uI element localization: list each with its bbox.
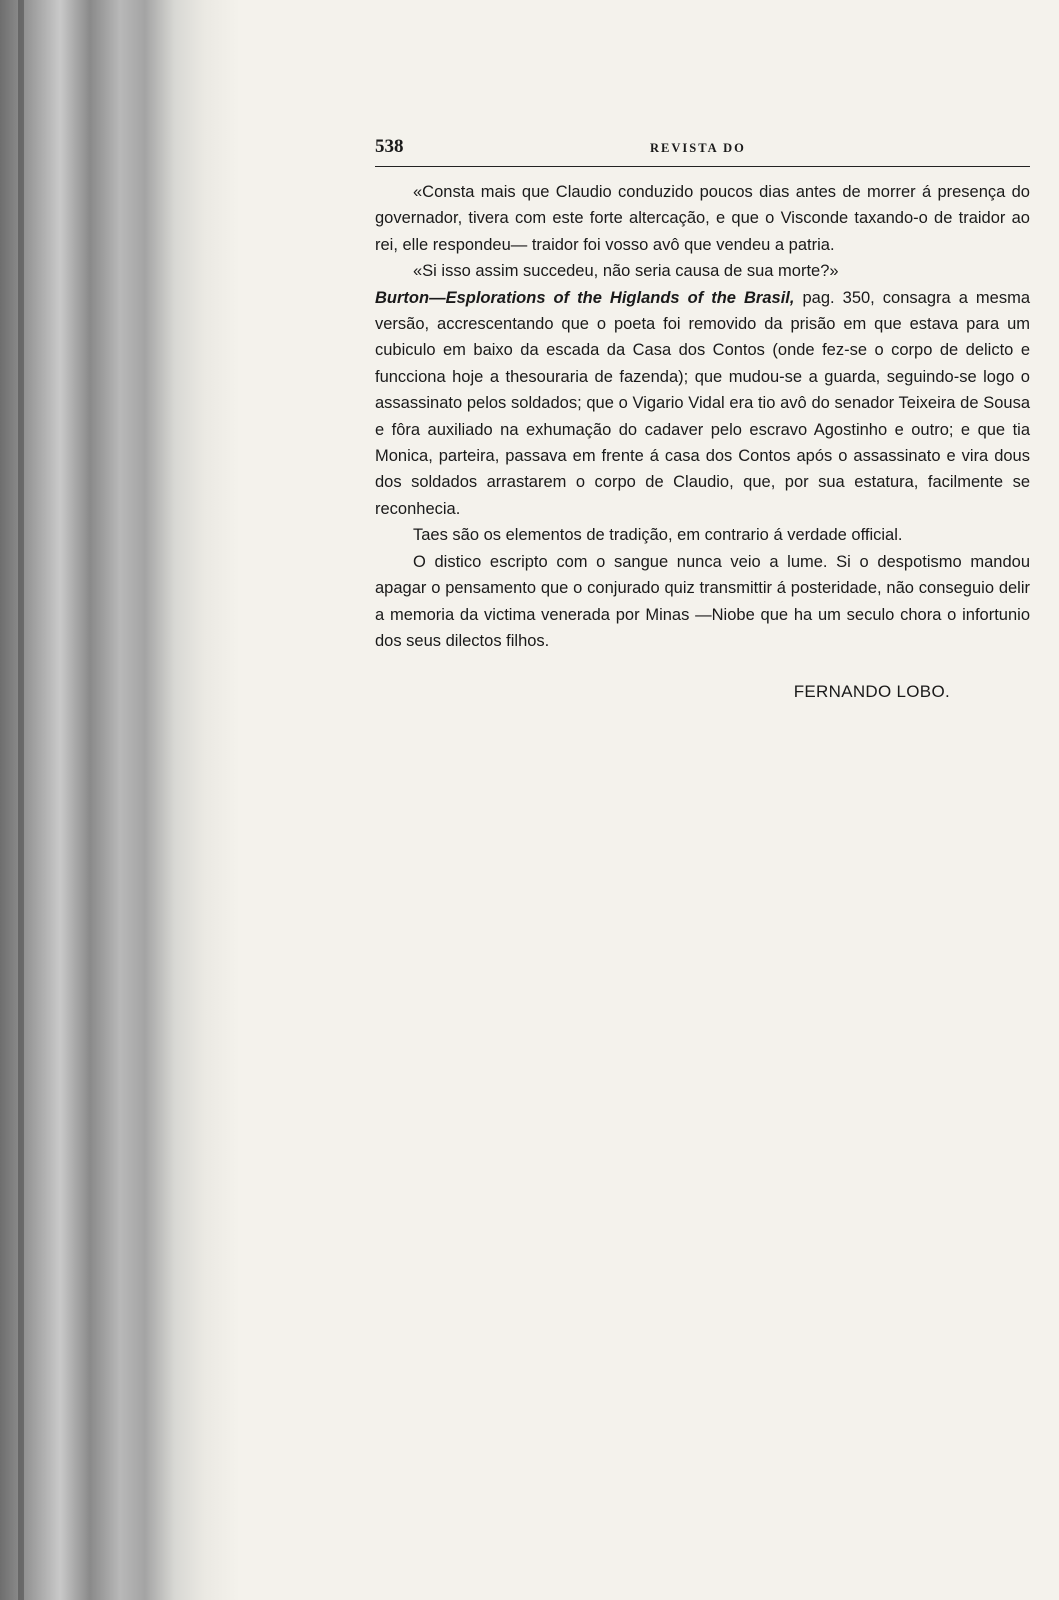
citation-text: pag. 350, consagra a mesma versão, accrescentando que o poeta foi removido da prisão em que estava para um cubiculo em baixo da escada da Casa dos Contos (onde fez-se o corpo de delicto e funcciona hoje a thesouraria de fazenda); que mudou-se a guarda, seguindo-se logo o assassinato pelos soldados; que o Vigario Vidal era tio avô do senador Teixeira de Sousa e fôra auxiliado na exhumação do cadaver pelo escravo Agostinho e outro; e que tia Monica, parteira, passava em frente á casa dos Contos após o assassinato e vira dous dos soldados arrastarem o corpo de Claudio, que, por sua estatura, facilmente se reconhecia. — [375, 288, 1031, 518]
paragraph-distico: O distico escripto com o sangue nunca veio a lume. Si o despotismo mandou apagar o pensamento que o conjurado quiz transmittir á posteridade, não conseguio delir a memoria da victima venerada por Minas —Niobe que ha um seculo chora o infortunio dos seus dilectos filhos. — [375, 552, 1030, 650]
paragraph-quote-2: «Si isso assim succedeu, não seria causa de sua morte?» — [413, 262, 839, 281]
body-text — [375, 179, 1030, 654]
running-head: REVISTA DO — [650, 141, 746, 155]
author-signature: FERNANDO LOBO. — [793, 682, 950, 702]
paragraph-quote-1: «Consta mais que Claudio conduzido poucos dias antes de morrer á presença do governador, tivera com este forte altercação, e que o Visconde taxando-o de traidor ao rei, elle respondeu— traidor foi vosso avô que vendeu a patria. — [375, 183, 1030, 254]
page-binding-shadow — [0, 0, 240, 1600]
paragraph-tradition: Taes são os elementos de tradição, em contrario á verdade official. — [413, 526, 903, 545]
document-page — [375, 128, 1030, 702]
citation-reference: Burton—Esplorations of the Higlands of the Brasil, — [375, 288, 795, 307]
page-number: 538 — [375, 136, 404, 157]
paragraph-citation — [375, 285, 1030, 523]
page-header — [375, 128, 1030, 167]
